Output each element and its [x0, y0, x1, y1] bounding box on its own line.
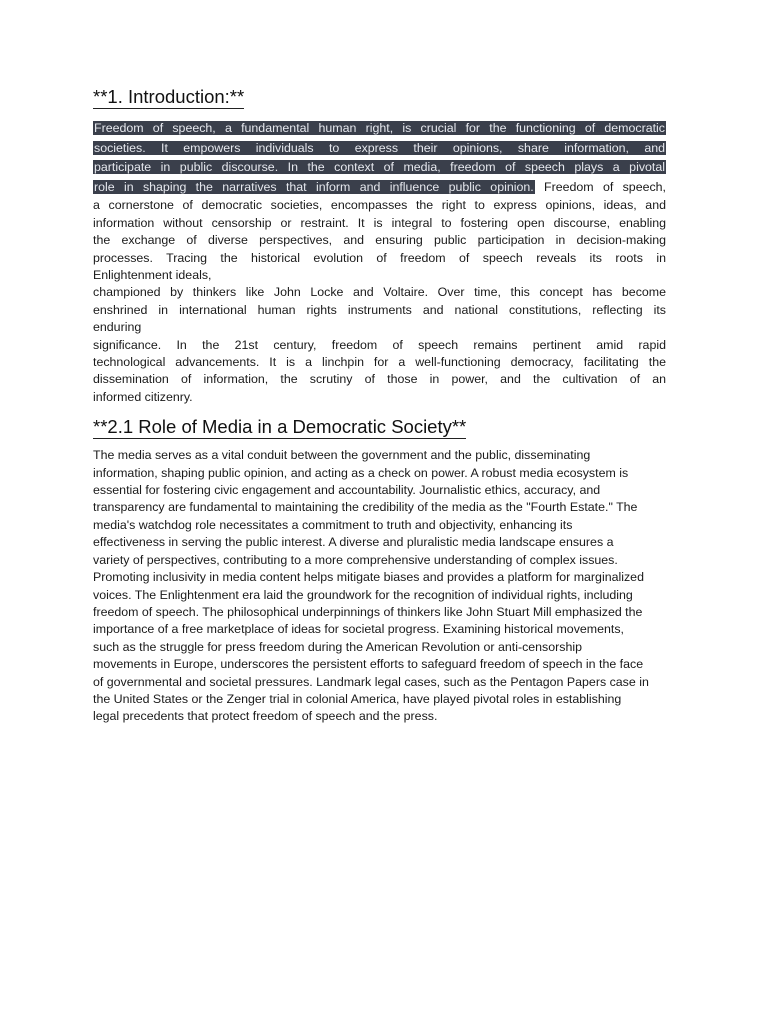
- text-line: importance of a free marketplace of ideas for societal progress. Examining historical movements,: [93, 622, 624, 637]
- text-line: information without censorship or restraint. It is integral to fostering open discourse, enabling: [93, 215, 666, 230]
- text-line: legal precedents that protect freedom of speech and the press.: [93, 709, 438, 724]
- text-line: movements in Europe, underscores the persistent efforts to safeguard freedom of speech in the face: [93, 657, 644, 672]
- text-line: the United States or the Zenger trial in colonial America, have played pivotal roles in establishing: [93, 691, 622, 706]
- intro-paragraph[interactable]: [93, 119, 666, 406]
- text-line: informed citizenry.: [93, 389, 193, 404]
- text-line: variety of perspectives, contributing to a more comprehensive understanding of complex issues.: [93, 552, 618, 567]
- text-line: such as the struggle for press freedom during the American Revolution or anti-censorship: [93, 639, 582, 654]
- text-line: processes. Tracing the historical evolution of freedom of speech reveals its roots in: [93, 250, 666, 265]
- heading-introduction: **1. Introduction:**: [93, 86, 245, 107]
- text-line: significance. In the 21st century, freedom of speech remains pertinent amid rapid: [93, 337, 666, 352]
- text-line: the exchange of diverse perspectives, and ensuring public participation in decision-making: [93, 233, 666, 248]
- highlighted-tail: role in shaping the narratives that inform and influence public opinion.: [94, 179, 534, 194]
- text-line: voices. The Enlightenment era laid the groundwork for the recognition of individual rights, including: [93, 587, 633, 602]
- text-line: a cornerstone of democratic societies, encompasses the right to express opinions, ideas, and: [93, 198, 666, 213]
- highlighted-line[interactable]: participate in public discourse. In the context of media, freedom of speech plays a pivotal: [94, 160, 665, 175]
- role-of-media-paragraph[interactable]: [93, 447, 666, 726]
- heading-introduction-wrap: [93, 86, 666, 109]
- text-line: effectiveness in serving the public interest. A diverse and pluralistic media landscape ensures a: [93, 535, 614, 550]
- text-line: enshrined in international human rights instruments and national constitutions, reflecting its: [93, 302, 666, 317]
- text-line: transparency are fundamental to maintaining the credibility of the media as the "Fourth Estate." The: [93, 500, 638, 515]
- text-after-highlight: Freedom of speech,: [534, 179, 667, 194]
- text-line: enduring: [93, 320, 142, 335]
- text-line: Promoting inclusivity in media content helps mitigate biases and provides a platform for marginalized: [93, 570, 644, 585]
- text-line: media's watchdog role necessitates a commitment to truth and objectivity, enhancing its: [93, 517, 573, 532]
- highlighted-line[interactable]: societies. It empowers individuals to express their opinions, share information, and: [94, 140, 665, 155]
- text-line: technological advancements. It is a linchpin for a well-functioning democracy, facilitating the: [93, 355, 666, 370]
- text-line: The media serves as a vital conduit between the government and the public, disseminating: [93, 448, 591, 463]
- text-line: freedom of speech. The philosophical underpinnings of thinkers like John Stuart Mill emphasized the: [93, 604, 643, 619]
- text-line: championed by thinkers like John Locke and Voltaire. Over time, this concept has become: [93, 285, 666, 300]
- heading-role-of-media-wrap: [93, 416, 666, 439]
- mixed-line[interactable]: [93, 178, 666, 198]
- text-line: Enlightenment ideals,: [93, 268, 212, 282]
- text-line: information, shaping public opinion, and acting as a check on power. A robust media ecosystem is: [93, 465, 629, 480]
- heading-role-of-media: **2.1 Role of Media in a Democratic Society**: [93, 416, 467, 438]
- highlighted-line[interactable]: Freedom of speech, a fundamental human right, is crucial for the functioning of democratic: [94, 121, 665, 135]
- text-line: of governmental and societal pressures. Landmark legal cases, such as the Pentagon Papers case in: [93, 674, 649, 689]
- text-line: dissemination of information, the scrutiny of those in power, and the cultivation of an: [93, 372, 666, 387]
- text-line: essential for fostering civic engagement and accountability. Journalistic ethics, accuracy, and: [93, 483, 601, 498]
